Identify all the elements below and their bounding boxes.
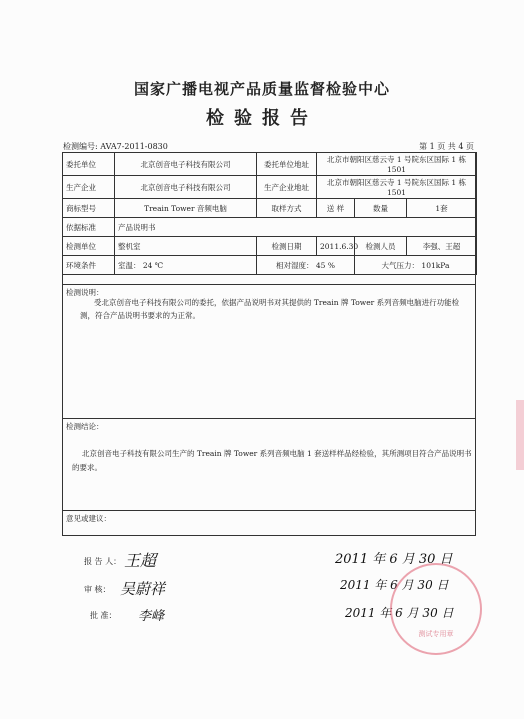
seal-stamp [390, 563, 482, 655]
client-label: 委托单位 [63, 153, 115, 176]
approver-signature: 李峰 [138, 609, 165, 624]
test-date-value: 2011.6.30 [317, 237, 355, 256]
info-table [62, 152, 477, 275]
temperature-value: 室温： 24 ℃ [115, 256, 257, 275]
report-title: 检验报告 [206, 108, 318, 129]
opinion-section [62, 510, 476, 537]
table-row [63, 256, 477, 275]
humidity-value: 相对湿度： 45 % [257, 256, 355, 275]
conclusion-label: 检测结论： [66, 422, 104, 431]
tester-value: 李强、王超 [407, 237, 477, 256]
seal-text: 测试专用章 [418, 630, 454, 638]
manufacturer-value: 北京创音电子科技有限公司 [115, 176, 257, 199]
quantity-label: 数量 [355, 199, 407, 218]
report-date: 2011 年 6 月 30 日 [335, 552, 453, 567]
manufacturer-address-label: 生产企业地址 [257, 176, 317, 199]
table-row [63, 153, 477, 176]
manufacturer-address-value: 北京市朝阳区慈云寺 1 号院东区国际 1 栋 1501 [317, 176, 477, 199]
pressure-value: 大气压力： 101kPa [355, 256, 477, 275]
opinion-label: 意见或建议： [66, 514, 111, 523]
sampling-value: 送 样 [317, 199, 355, 218]
standard-label: 依据标准 [63, 218, 115, 237]
model-value: Treain Tower 音频电脑 [115, 199, 257, 218]
sampling-label: 取样方式 [257, 199, 317, 218]
table-row [63, 218, 477, 237]
approval-date: 2011 年 6 月 30 日 [345, 606, 454, 620]
reviewer-label: 审 核： [84, 585, 111, 594]
conclusion-text: 北京创音电子科技有限公司生产的 Treain 牌 Tower 系列音频电脑 1 套送样样品经检验，其所测项目符合产品说明书的要求。 [72, 449, 472, 472]
reporter-label: 报 告 人： [84, 557, 122, 566]
tester-label: 检测人员 [355, 237, 407, 256]
test-description-text: 受北京创音电子科技有限公司的委托，依据产品说明书对其提供的 Treain 牌 Tower 系列音频电脑进行功能检测，符合产品说明书要求的为正常。 [80, 298, 460, 320]
client-address-value: 北京市朝阳区慈云寺 1 号院东区国际 1 栋 1501 [317, 153, 477, 176]
page-indicator: 第 1 页 共 4 页 [419, 142, 474, 151]
table-row [63, 176, 477, 199]
report-number: 检测编号: AVA7-2011-0830 [63, 142, 168, 151]
review-date: 2011 年 6 月 30 日 [340, 578, 449, 592]
test-unit-value: 整机室 [115, 237, 257, 256]
model-label: 商标型号 [63, 199, 115, 218]
test-description-label: 检测说明： [66, 288, 104, 297]
manufacturer-label: 生产企业 [63, 176, 115, 199]
environment-label: 环境条件 [63, 256, 115, 275]
reviewer-signature: 吴蔚祥 [120, 580, 166, 598]
test-unit-label: 检测单位 [63, 237, 115, 256]
test-date-label: 检测日期 [257, 237, 317, 256]
table-row [63, 237, 477, 256]
client-value: 北京创音电子科技有限公司 [115, 153, 257, 176]
table-row [63, 199, 477, 218]
quantity-value: 1套 [407, 199, 477, 218]
page-edge-mark [516, 400, 524, 470]
approver-label: 批 准： [90, 611, 117, 620]
reporter-signature: 王超 [124, 551, 157, 570]
client-address-label: 委托单位地址 [257, 153, 317, 176]
org-title: 国家广播电视产品质量监督检验中心 [133, 80, 390, 98]
standard-value: 产品说明书 [115, 218, 477, 237]
